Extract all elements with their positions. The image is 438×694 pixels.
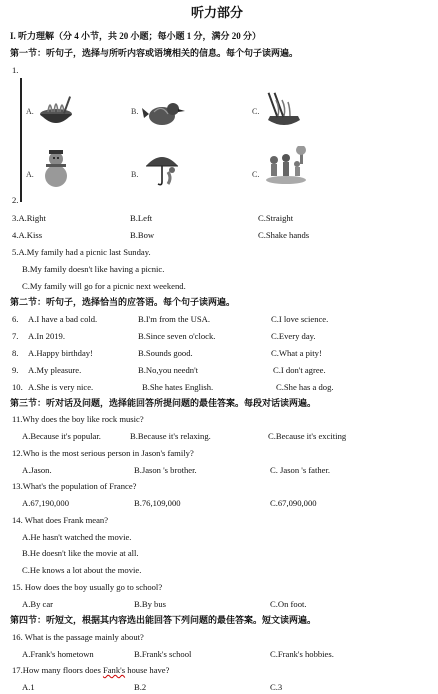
part3-heading: 第三节：听对话及问题，选择能回答所提问题的最佳答案。每段对话读两遍。 (10, 398, 317, 408)
family-picnic-icon (262, 146, 310, 186)
q11-option-b: B.Because it's relaxing. (130, 431, 211, 441)
q10-number: 10. (12, 382, 23, 392)
q12-option-c: C. Jason 's father. (270, 465, 331, 475)
q13-question: 13.What's the population of France? (12, 481, 137, 491)
q1-number: 1. (12, 65, 19, 75)
q12-option-b: B.Jason 's brother. (134, 465, 197, 475)
q12-option-a: A.Jason. (22, 465, 52, 475)
q15-option-c: C.On foot. (270, 599, 307, 609)
q10-option-a: A.She is very nice. (28, 382, 94, 392)
noodle-bowl-icon (34, 92, 82, 132)
q8-number: 8. (12, 348, 19, 358)
q16-question: 16. What is the passage mainly about? (12, 632, 144, 642)
q16-option-a: A.Frank's hometown (22, 649, 94, 659)
q6-option-a: A.I have a bad cold. (28, 314, 98, 324)
q8-option-c: C.What a pity! (271, 348, 322, 358)
q2-number: 2. (12, 195, 19, 205)
snowman-icon (34, 148, 82, 188)
part2-heading: 第二节：听句子，选择恰当的应答语。每个句子读两遍。 (10, 297, 236, 307)
q4-option-a: 4.A.Kiss (12, 230, 43, 240)
q10-option-b: B.She hates English. (142, 382, 214, 392)
q9-number: 9. (12, 365, 19, 375)
q7-option-a: A.In 2019. (28, 331, 65, 341)
q1-option-a-label: A. (26, 107, 34, 116)
q8-option-b: B.Sounds good. (138, 348, 193, 358)
q3-option-b: B.Left (130, 213, 153, 223)
q2-option-b-label: B. (131, 170, 139, 179)
q14-question: 14. What does Frank mean? (12, 515, 109, 525)
q17-question-end: house have? (125, 665, 170, 675)
q11-question: 11.Why does the boy like rock music? (12, 414, 144, 424)
q16-option-c: C.Frank's hobbies. (270, 649, 334, 659)
q1-option-b-label: B. (131, 107, 139, 116)
q14-option-c: C.He knows a lot about the movie. (22, 565, 142, 575)
q16-option-b: B.Frank's school (134, 649, 192, 659)
q17-option-a: A.1 (22, 682, 35, 692)
bird-icon (140, 94, 188, 134)
q14-option-a: A.He hasn't watched the movie. (22, 532, 132, 542)
q3-option-a: 3.A.Right (12, 213, 46, 223)
q9-option-a: A.My pleasure. (28, 365, 82, 375)
picture-group-border (20, 78, 22, 202)
q15-question: 15. How does the boy usually go to school? (12, 582, 163, 592)
page-title: 听力部分 (191, 5, 244, 20)
q2-option-c-label: C. (252, 170, 260, 179)
q6-option-c: C.I love science. (271, 314, 329, 324)
q4-option-c: C.Shake hands (258, 230, 310, 240)
q17-option-c: C.3 (270, 682, 283, 692)
q4-option-b: B.Bow (130, 230, 155, 240)
q17-question (12, 666, 169, 675)
q6-option-b: B.I'm from the USA. (138, 314, 210, 324)
q9-option-c: C.I don't agree. (273, 365, 326, 375)
q7-option-b: B.Since seven o'clock. (138, 331, 216, 341)
q5-option-b: B.My family doesn't like having a picnic. (22, 264, 165, 274)
q14-option-b: B.He doesn't like the movie at all. (22, 548, 139, 558)
q13-option-a: A.67,190,000 (22, 498, 70, 508)
q6-number: 6. (12, 314, 19, 324)
q5-option-c: C.My family will go for a picnic next weekend. (22, 281, 186, 291)
chopsticks-noodles-icon (260, 90, 308, 130)
q8-option-a: A.Happy birthday! (28, 348, 93, 358)
q12-question: 12.Who is the most serious person in Jason's family? (12, 448, 194, 458)
q17-question-start: 17.How many floors does (12, 665, 103, 675)
umbrella-rain-icon (140, 148, 188, 188)
q11-option-a: A.Because it's popular. (22, 431, 101, 441)
q9-option-b: B.No,you needn't (138, 365, 199, 375)
q13-option-b: B.76,109,000 (134, 498, 181, 508)
q3-option-c: C.Straight (258, 213, 294, 223)
q15-option-a: A.By car (22, 599, 54, 609)
q1-option-c-label: C. (252, 107, 260, 116)
q7-option-c: C.Every day. (271, 331, 316, 341)
part1-heading: 第一节：听句子，选择与所听内容或语境相关的信息。每个句子读两遍。 (10, 48, 299, 58)
q15-option-b: B.By bus (134, 599, 166, 609)
section-header: I. 听力理解（分 4 小节，共 20 小题；每小题 1 分，满分 20 分） (10, 31, 262, 41)
q2-option-a-label: A. (26, 170, 34, 179)
q5-option-a: 5.A.My family had a picnic last Sunday. (12, 247, 151, 257)
part4-heading: 第四节：听短文，根据其内容选出能回答下列问题的最佳答案。短文读两遍。 (10, 615, 317, 625)
q7-number: 7. (12, 331, 19, 341)
q11-option-c: C.Because it's exciting (268, 431, 347, 441)
q17-option-b: B.2 (134, 682, 147, 692)
q13-option-c: C.67,090,000 (270, 498, 317, 508)
q17-misspelled-name: Fank's (102, 665, 126, 675)
q10-option-c: C.She has a dog. (276, 382, 334, 392)
